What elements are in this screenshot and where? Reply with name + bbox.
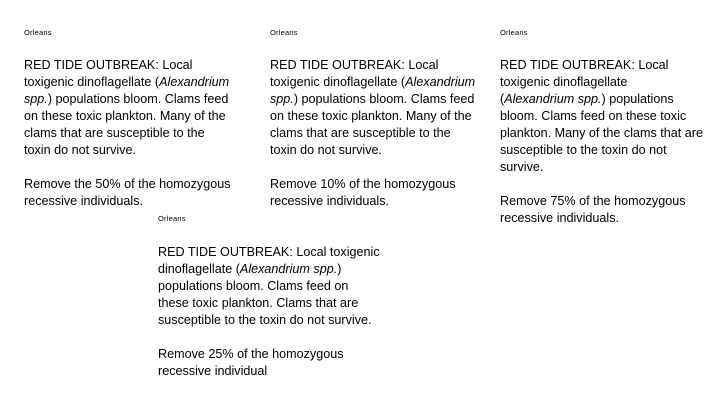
scenario-text: RED TIDE OUTBREAK: Local toxigenic dinoflagellate (Alexandrium spp.) populations bloom. Clams feed on these toxic plankton. Many of the clams that are susceptible to the toxin do not survive. (24, 58, 230, 157)
instruction-text: Remove 75% of the homozygous recessive individuals. (500, 194, 686, 225)
scenario-card-2 (270, 28, 480, 210)
scenario-text: RED TIDE OUTBREAK: Local toxigenic dinoflagellate (Alexandrium spp.) populations bloom. Clams feed on these toxic plankton. Many of the clams that are susceptible to the toxin do not survive. (270, 58, 476, 157)
scenario-text: RED TIDE OUTBREAK: Local toxigenic dinoflagellate (Alexandrium spp.) populations bloom. Clams feed on these toxic plankton. Clams that are susceptible to the toxin do not survive. (158, 245, 380, 327)
species-name: Alexandrium spp. (504, 92, 602, 106)
species-name: Alexandrium spp. (24, 75, 230, 106)
scenario-text: RED TIDE OUTBREAK: Local toxigenic dinoflagellate (Alexandrium spp.) populations bloom. Clams feed on these toxic plankton. Many of the clams that are susceptible to the toxin do not survive. (500, 58, 704, 174)
card-source-label: Orleans (500, 28, 528, 37)
card-source-label: Orleans (158, 214, 186, 223)
species-name: Alexandrium spp. (239, 262, 338, 276)
card-source-label: Orleans (24, 28, 52, 37)
instruction-text: Remove 10% of the homozygous recessive individuals. (270, 177, 456, 208)
species-name: Alexandrium spp. (270, 75, 476, 106)
card-source-label: Orleans (270, 28, 298, 37)
instruction-text: Remove the 50% of the homozygous recessive individuals. (24, 177, 231, 208)
scenario-card-4 (158, 214, 380, 380)
scenario-card-1 (24, 28, 234, 210)
instruction-text: Remove 25% of the homozygous recessive individual (158, 347, 344, 378)
scenario-card-3 (500, 28, 705, 227)
